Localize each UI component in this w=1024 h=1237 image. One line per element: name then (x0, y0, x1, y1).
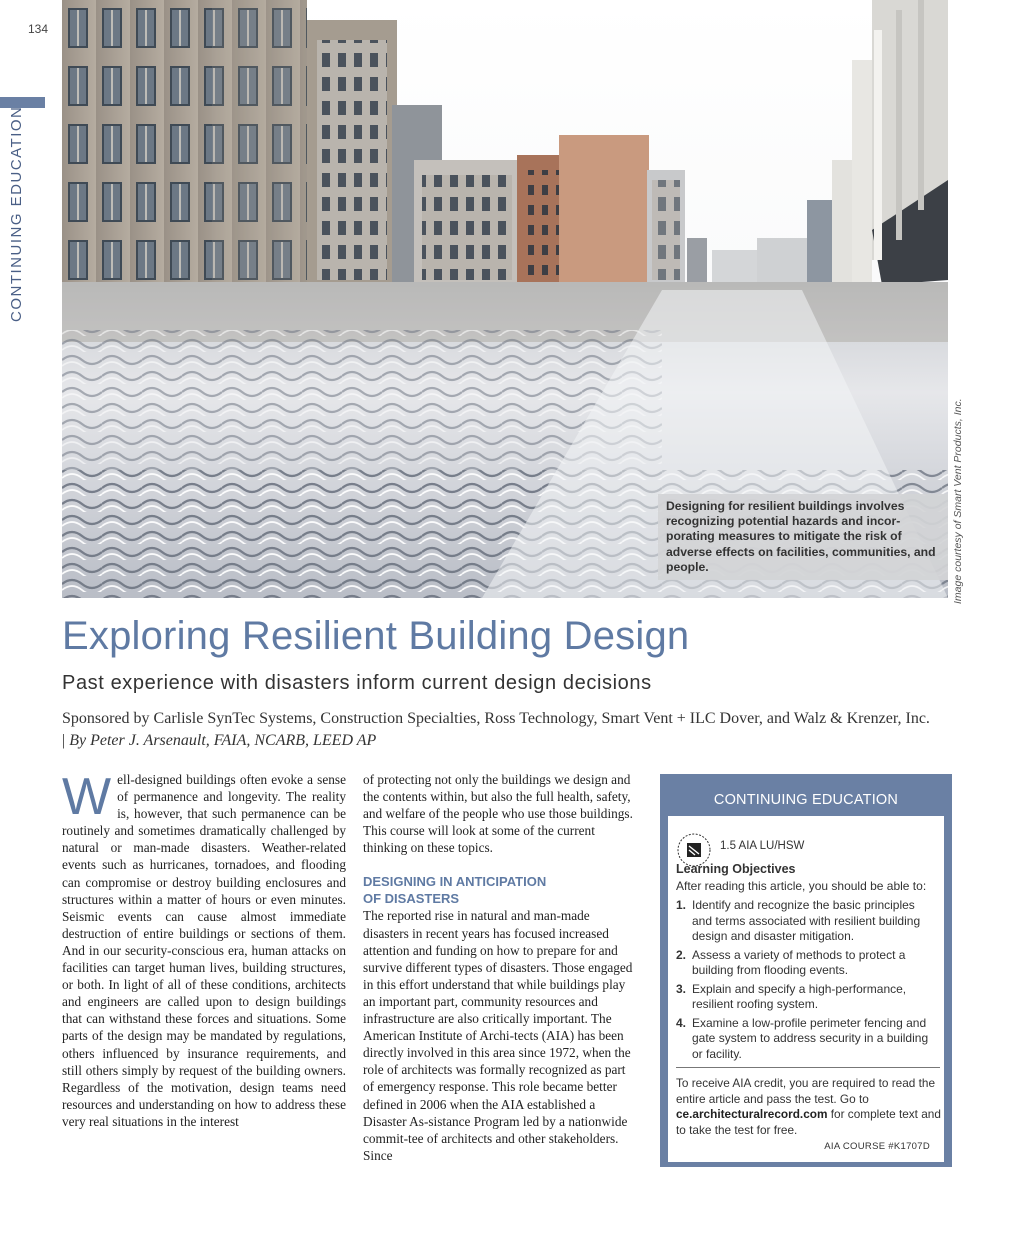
credit-instructions-text: To receive AIA credit, you are required to read the entire article and pass the test. Go to (676, 1076, 936, 1106)
sponsor-text: Sponsored by Carlisle SynTec Systems, Construction Specialties, Ross Technology, Smart Vent + ILC Dover, and Walz & Krenzer, Inc. (62, 710, 930, 727)
objective-number: 3. (676, 981, 687, 996)
objective-number: 4. (676, 1015, 687, 1030)
drop-cap: W (62, 768, 112, 826)
sponsor-line (62, 708, 932, 752)
body-paragraph: The reported rise in natural and man-made disasters in recent years has focused increased attention and funding on how to prepare for and survive different types of disasters. Those engaged in this effort understand that while buildings play an important part, community resources and infrastructure are also critically important. The American Institute of Archi-tects (AIA) has been directly involved in this area since 1972, when the role of architects was formally recognized as part of emergency response. This role became better defined in 2006 when the AIA established a Disaster As-sistance Program led by a nationwide commit-tee of architects and other stakeholders. Since (363, 908, 633, 1163)
objective-text: Examine a low-profile perimeter fencing and gate system to address security in a building or facility. (692, 1015, 929, 1061)
section-heading-line: OF DISASTERS (363, 891, 460, 907)
ce-box-content (668, 816, 944, 1162)
body-column-2 (363, 771, 635, 1164)
objective-item (676, 898, 938, 945)
objectives-title: Learning Objectives (676, 862, 796, 876)
objective-number: 1. (676, 898, 687, 912)
objective-item (676, 948, 938, 979)
objective-number: 2. (676, 947, 687, 962)
credit-instructions-text: for complete text and to take the test for free. (676, 1107, 941, 1137)
objective-item (676, 1016, 938, 1063)
article-subtitle: Past experience with disasters inform current design decisions (62, 672, 652, 694)
objectives-intro: After reading this article, you should be able to: (676, 879, 927, 893)
body-column-1 (62, 768, 346, 1130)
image-credit: Image courtesy of Smart Vent Products, Inc. (952, 398, 964, 604)
ce-divider (676, 1067, 940, 1068)
section-heading-line: DESIGNING IN ANTICIPATION (363, 874, 547, 890)
credit-instructions (676, 1076, 942, 1138)
body-paragraph: of protecting not only the buildings we design and the contents within, but also the full health, safety, and welfare of the people who use those buildings. This course will look at some of the current thinking on these topics. (363, 772, 633, 856)
objectives-list (676, 898, 938, 1065)
ce-credits: 1.5 AIA LU/HSW (720, 840, 805, 852)
continuing-education-box (660, 774, 952, 1167)
objective-text: Explain and specify a high-performance, resilient roofing system. (692, 981, 907, 1011)
ce-url-link[interactable]: ce.architecturalrecord.com (676, 1107, 828, 1121)
course-number: AIA COURSE #K1707D (824, 1141, 930, 1152)
section-heading (363, 873, 635, 907)
byline: By Peter J. Arsenault, FAIA, NCARB, LEED AP (69, 732, 377, 749)
objective-text: Assess a variety of methods to protect a building from flooding events. (692, 947, 906, 977)
body-paragraph: ell-designed buildings often evoke a sense of permanence and longevity. The reality is, however, that such permanence can be routinely and sometimes dramatically challenged by natural or man-made disasters. Weather-related events such as hurricanes, tornadoes, and flooding can compromise or destroy building enclosures and structures within a matter of hours or even minutes. Seismic events can cause almost immediate destruction of entire buildings or sections of them. And in our security-conscious era, human attacks on facilities can target human lives, building structures, or both. In light of all of these conditions, architects and engineers are called upon to design buildings that can withstand these forces and situations. Some parts of the design may be mandated by regulations, others influenced by insurance requirements, and still others simply by request of the building owners. Regardless of the motivation, design teams need resources and understanding on how to address these very real situations in the interest (62, 772, 346, 1129)
objective-item (676, 982, 938, 1013)
byline-separator: | (62, 732, 66, 749)
article-title: Exploring Resilient Building Design (62, 614, 690, 658)
hero-caption: Designing for resilient buildings involves recognizing potential hazards and incor-porating measures to mitigate the risk of adverse effects on facilities, communities, and people. (658, 494, 948, 580)
ce-box-header: CONTINUING EDUCATION (713, 792, 899, 808)
page-number: 134 (28, 22, 49, 36)
side-section-label: CONTINUING EDUCATION (8, 105, 25, 322)
objective-text: Identify and recognize the basic principles and terms associated with resilient building design and disaster mitigation. (692, 898, 921, 943)
